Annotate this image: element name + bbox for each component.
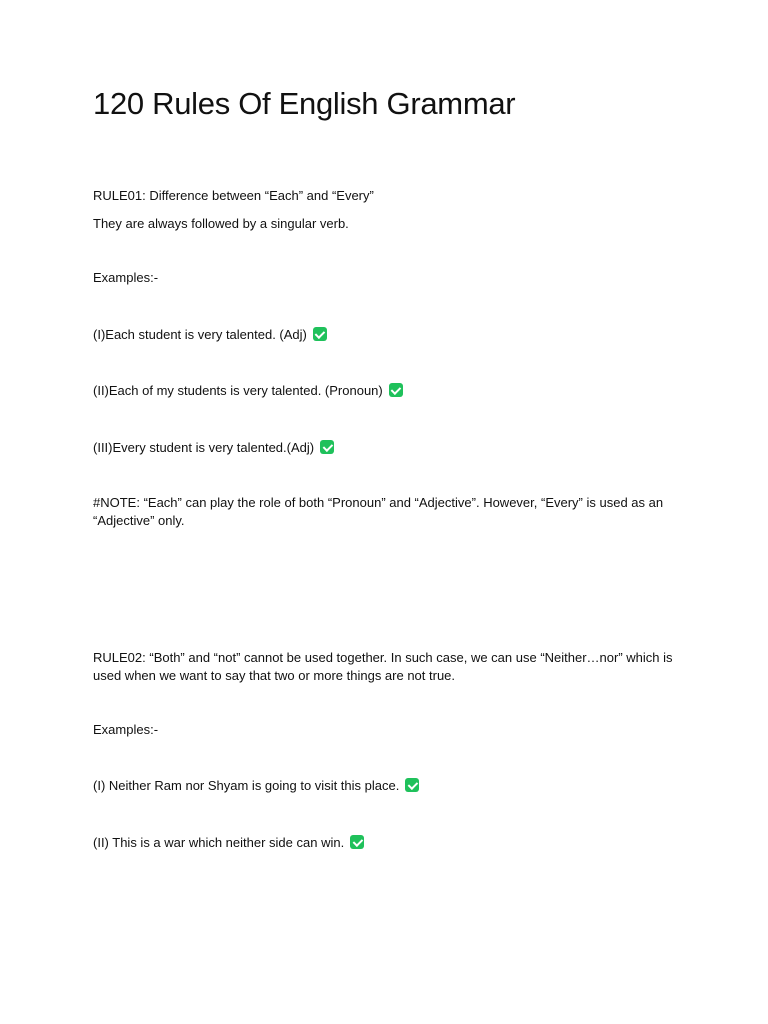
rule01-heading: RULE01: Difference between “Each” and “Every” — [93, 188, 374, 203]
rule01-note: #NOTE: “Each” can play the role of both “Pronoun” and “Adjective”. However, “Every” is used as an “Adjective” only. — [93, 495, 664, 528]
rule01-example-1 — [93, 326, 327, 344]
rule01-example-2 — [93, 382, 403, 400]
check-mark-icon — [320, 440, 334, 454]
rule01-intro: They are always followed by a singular verb. — [93, 216, 349, 231]
document-title: 120 Rules Of English Grammar — [93, 86, 516, 121]
rule02-example-1 — [93, 777, 419, 795]
rule02-examples-label: Examples:- — [93, 722, 159, 737]
example-text: (II)Each of my students is very talented. (Pronoun) — [93, 383, 383, 398]
check-mark-icon — [405, 778, 419, 792]
check-mark-icon — [313, 327, 327, 341]
check-mark-icon — [389, 383, 403, 397]
rule01-example-3 — [93, 439, 334, 457]
rule01-examples-label: Examples:- — [93, 270, 159, 285]
example-text: (III)Every student is very talented.(Adj) — [93, 440, 315, 455]
example-text: (I)Each student is very talented. (Adj) — [93, 327, 307, 342]
check-mark-icon — [350, 835, 364, 849]
example-text: (II) This is a war which neither side can win. — [93, 835, 345, 850]
rule02-heading: RULE02: “Both” and “not” cannot be used together. In such case, we can use “Neither…nor” which is used when we want to say that two or more things are not true. — [93, 650, 673, 683]
example-text: (I) Neither Ram nor Shyam is going to visit this place. — [93, 778, 400, 793]
rule02-example-2 — [93, 834, 364, 852]
